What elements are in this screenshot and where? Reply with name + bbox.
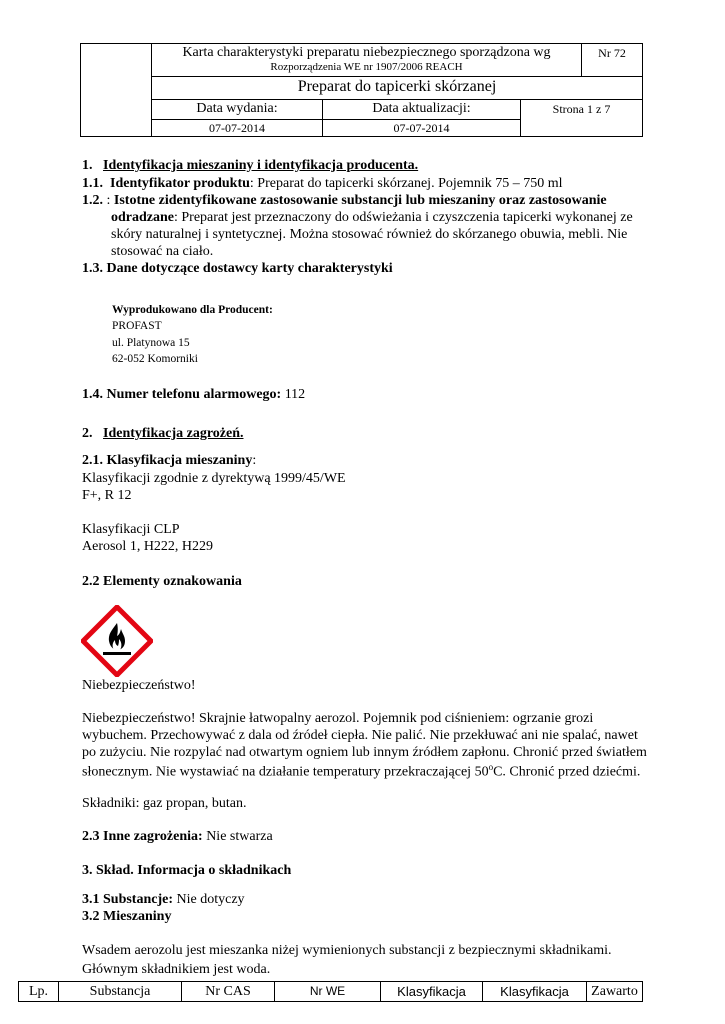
mixture-text: Wsadem aerozolu jest mieszanka niżej wymienionych substancji z bezpiecznymi składnikami. xyxy=(82,943,612,958)
subsection-label: odradzane xyxy=(111,210,174,225)
substances xyxy=(82,892,245,908)
identified-uses xyxy=(82,193,607,209)
header-number: Nr 72 xyxy=(598,46,626,60)
column-header-classification-clp: Klasyfikacja xyxy=(483,982,587,1001)
subsection-text: : Preparat do tapicerki skórzanej. Pojemnik 75 – 750 ml xyxy=(249,176,563,191)
producer-label: Wyprodukowano dla Producent: xyxy=(112,304,273,316)
subsection-number: 1.2. xyxy=(82,193,103,208)
subsection-text: Nie dotyczy xyxy=(173,892,245,907)
subsection-text: Nie stwarza xyxy=(202,829,273,844)
subsection-label: 2.1. Klasyfikacja mieszaniny xyxy=(82,453,253,468)
emergency-phone-value: 112 xyxy=(281,387,306,402)
other-hazards xyxy=(82,829,273,845)
mixtures-heading: 3.2 Mieszaniny xyxy=(82,909,172,924)
section-number: 1. xyxy=(82,158,93,173)
section-number: 2. xyxy=(82,426,93,441)
subsection-text: : Preparat jest przeznaczony do odświeżania i czyszczenia tapicerki wykonanej ze xyxy=(174,210,633,225)
product-identifier xyxy=(82,176,563,192)
header-table xyxy=(80,43,643,137)
supplier-heading: 1.3. Dane dotyczące dostawcy karty charakterystyki xyxy=(82,261,393,276)
producer-name: PROFAST xyxy=(112,320,162,332)
subsection-text: : xyxy=(103,193,114,208)
mixture-text: Głównym składnikiem jest woda. xyxy=(82,962,271,977)
directive-classification: Klasyfikacji zgodnie z dyrektywą 1999/45/WE xyxy=(82,471,346,486)
clp-classification: Klasyfikacji CLP xyxy=(82,522,180,537)
subsection-label: Identyfikator produktu xyxy=(110,176,250,191)
hazard-statement-line: po zużyciu. Nie rozpylać nad otwartym ogniem lub innym źródłem zapłonu. Chronić przed światłem xyxy=(82,745,647,760)
column-header-content: Zawarto xyxy=(591,984,638,999)
column-header-lp: Lp. xyxy=(19,982,59,1001)
subsection-label: 2.3 Inne zagrożenia: xyxy=(82,829,203,844)
header-regulation: Rozporządzenia WE nr 1907/2006 REACH xyxy=(270,61,463,73)
section-2-heading xyxy=(82,426,244,442)
header-divider xyxy=(151,76,642,77)
header-divider xyxy=(151,119,520,120)
classification-heading xyxy=(82,453,256,469)
section-1-heading xyxy=(82,158,418,174)
column-header-substance: Substancja xyxy=(59,982,182,1001)
hazard-statement-text: C. Chronić przed dziećmi. xyxy=(493,764,641,780)
subsection-text: : xyxy=(252,453,257,468)
hazard-statement-line xyxy=(82,762,640,781)
clp-classification-value: Aerosol 1, H222, H229 xyxy=(82,539,214,554)
identified-uses-cont xyxy=(111,210,633,226)
hazard-statement-line: Niebezpieczeństwo! Skrajnie łatwopalny aerozol. Pojemnik pod ciśnieniem: ogrzanie grozi xyxy=(82,711,594,726)
update-date-label: Data aktualizacji: xyxy=(372,101,471,116)
column-header-classification: Klasyfikacja xyxy=(381,982,483,1001)
update-date: 07-07-2014 xyxy=(393,121,450,135)
producer-street: ul. Platynowa 15 xyxy=(112,337,190,349)
hazard-statement-text: słonecznym. Nie wystawiać na działanie temperatury przekraczającej 50 xyxy=(82,764,489,780)
column-header-cas: Nr CAS xyxy=(182,982,275,1001)
header-divider xyxy=(151,99,642,100)
degree-superscript: o xyxy=(488,762,494,772)
column-header-we: Nr WE xyxy=(275,982,381,1001)
issue-date-label: Data wydania: xyxy=(196,101,278,116)
labelling-heading: 2.2 Elementy oznakowania xyxy=(82,574,242,589)
section-title: Identyfikacja mieszaniny i identyfikacja producenta. xyxy=(103,158,419,173)
subsection-number: 1.1. xyxy=(82,176,103,191)
composition-table-header xyxy=(18,981,643,1002)
header-title: Karta charakterystyki preparatu niebezpiecznego sporządzona wg xyxy=(182,45,551,60)
ingredients: Składniki: gaz propan, butan. xyxy=(82,796,247,811)
identified-uses-text: stosować na ciało. xyxy=(111,244,214,259)
section-title: Identyfikacja zagrożeń. xyxy=(103,426,244,441)
directive-classification-value: F+, R 12 xyxy=(82,488,132,503)
subsection-label: Istotne zidentyfikowane zastosowanie substancji lub mieszaniny oraz zastosowanie xyxy=(113,193,607,208)
flame-ghs-icon xyxy=(81,605,153,677)
section-3-heading: 3. Skład. Informacja o składnikach xyxy=(82,863,292,878)
emergency-phone-label: 1.4. Numer telefonu alarmowego: xyxy=(82,387,282,402)
hazard-statement-line: wybuchem. Przechowywać z dala od źródeł ciepła. Nie palić. Nie przekłuwać ani nie spalać, nawet xyxy=(82,728,638,743)
identified-uses-text: skóry naturalnej i syntetycznej. Można stosować również do skórzanego obuwia, mebli. Nie xyxy=(111,227,628,242)
page-indicator: Strona 1 z 7 xyxy=(552,102,611,116)
subsection-label: 3.1 Substancje: xyxy=(82,892,174,907)
producer-city: 62-052 Komorniki xyxy=(112,353,198,365)
emergency-phone xyxy=(82,387,305,403)
issue-date: 07-07-2014 xyxy=(209,121,265,135)
product-name: Preparat do tapicerki skórzanej xyxy=(297,78,497,95)
signal-word: Niebezpieczeństwo! xyxy=(82,678,196,693)
